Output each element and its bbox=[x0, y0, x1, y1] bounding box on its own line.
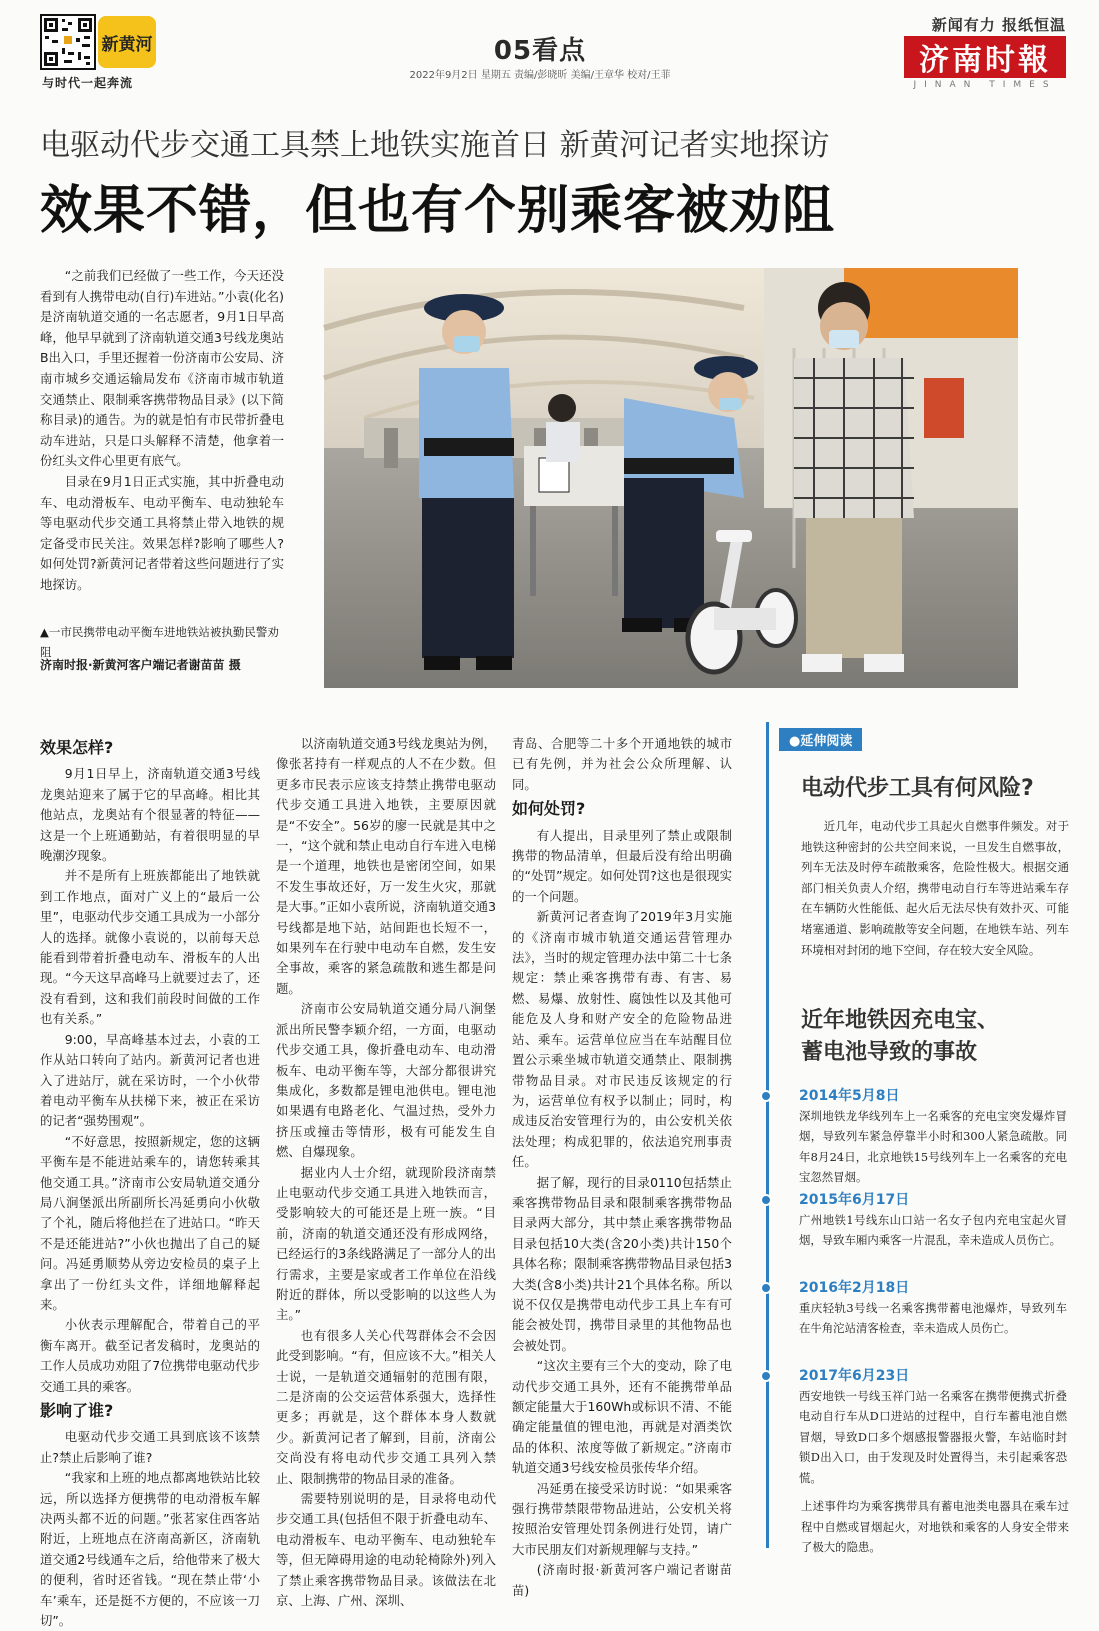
photo-illustration bbox=[324, 268, 1018, 688]
paragraph: 以济南轨道交通3号线龙奥站为例，像张茗持有一样观点的人不在少数。但更多市民表示应该支持禁止携带电驱动代步交通工具进入地铁，主要原因就是“不安全”。56岁的廖一民就是其中之一，“这个就和禁止电动自行车进入电梯是一个道理，地铁也是密闭空间，如果不发生事故还好，万一发生火灾，那就是大事。”正如小袁所说，济南轨道交通3号线都是地下站，站间距也长短不一，如果列车在行驶中电动车自燃，发生安全事故，乘客的紧急疏散和逃生都是问题。 bbox=[276, 736, 496, 996]
paragraph: 冯延勇在接受采访时说：“如果乘客强行携带禁限带物品进站，公安机关将按照治安管理处罚条例进行处罚，请广大市民朋友们对新规理解与支持。” bbox=[512, 1480, 732, 1557]
timeline-dot-icon bbox=[760, 1194, 772, 1206]
dateline: 2022年9月2日 星期五 责编/彭晓昕 美编/王章华 校对/王菲 bbox=[409, 70, 671, 81]
extended-reading-tag: ●延伸阅读 bbox=[779, 728, 862, 751]
paragraph: 据了解，现行的目录0110包括禁止乘客携带物品目录和限制乘客携带物品目录两大部分，其中禁止乘客携带物品目录包括10大类(含20小类)共计150个具体名称；限制乘客携带物品目录包括3大类(含8小类)共计21个具体名称。所以说不仅仅是携带电动代步工具上车有可能会被处罚，携带目录里的其他物品也会被处罚。 bbox=[512, 1174, 732, 1353]
event-text: 重庆轻轨3号线一名乘客携带蓄电池爆炸，导致列车在牛角沱站清客检查，幸未造成人员伤亡。 bbox=[799, 1301, 1067, 1336]
timeline-event bbox=[769, 1086, 1069, 1188]
event-text: 广州地铁1号线东山口站一名女子包内充电宝起火冒烟，导致车厢内乘客一片混乱，幸未造成人员伤亡。 bbox=[799, 1213, 1067, 1248]
paragraph: 9:00，早高峰基本过去，小袁的工作从站口转向了站内。新黄河记者也进入了进站厅，就在采访时，一个小伙带着电动平衡车从扶梯下来，被正在采访的记者“强势围观”。 bbox=[40, 1031, 260, 1129]
timeline-dot-icon bbox=[760, 1370, 772, 1382]
paper-name-en: JINAN TIMES bbox=[913, 80, 1057, 90]
paper-motto: 新闻有力 报纸恒温 bbox=[931, 16, 1066, 34]
paragraph: 小伙表示理解配合，带着自己的平衡车离开。截至记者发稿时，龙奥站的工作人员成功劝阻了7位携带电驱动代步交通工具的乘客。 bbox=[40, 1317, 260, 1394]
section-heading: 影响了谁? bbox=[40, 1401, 114, 1420]
lead-paragraph: “之前我们已经做了一些工作，今天还没看到有人携带电动(自行)车进站。”小袁(化名)是济南轨道交通的一名志愿者，9月1日早高峰，他早早就到了济南轨道交通3号线龙奥站B出入口，手里还握着一份济南市公安局、济南市城乡交通运输局发布《济南市城市轨道交通禁止、限制乘客携带物品目录》(以下简称目录)的通告。为的就是怕有市民带折叠电动车进站，只是口头解释不清楚，他拿着一份红头文件心里更有底气。 bbox=[40, 268, 284, 469]
sidebar-title-risk: 电动代步工具有何风险? bbox=[801, 776, 1034, 801]
event-date: 2015年6月17日 bbox=[799, 1192, 910, 1208]
timeline-event bbox=[769, 1190, 1069, 1251]
masthead bbox=[0, 0, 1080, 100]
photo-credit: 济南时报·新黄河客户端记者谢苗苗 摄 bbox=[40, 658, 241, 672]
lead-paragraph: 目录在9月1日正式实施，其中折叠电动车、电动滑板车、电动平衡车、电动独轮车等电驱动代步交通工具将禁止带入地铁的规定备受市民关注。效果怎样?影响了哪些人?如何处罚?新黄河记者带着这些问题进行了实地探访。 bbox=[40, 473, 284, 592]
photo-caption: ▲一市民携带电动平衡车进地铁站被执勤民警劝阻 bbox=[40, 625, 279, 659]
paragraph: 新黄河记者查询了2019年3月实施的《济南市城市轨道交通运营管理办法》，当时的规定管理办法中第二十七条规定：禁止乘客携带有毒、有害、易燃、易爆、放射性、腐蚀性以及其他可能危及人身和财产安全的危险物品进站、乘车。运营单位应当在车站醒目位置公示乘坐城市轨道交通禁止、限制携带物品目录。对市民违反该规定的行为，运营单位有权予以制止；同时，构成违反治安管理行为的，由公安机关依法处理；构成犯罪的，依法追究刑事责任。 bbox=[512, 909, 732, 1170]
timeline-dot-icon bbox=[760, 1090, 772, 1102]
event-text: 深圳地铁龙华线列车上一名乘客的充电宝突发爆炸冒烟，导致列车紧急停靠半小时和300人紧急疏散。同年8月24日，北京地铁15号线列车上一名乘客的充电宝忽然冒烟。 bbox=[799, 1109, 1067, 1185]
article-column-3 bbox=[512, 734, 732, 1601]
byline: (济南时报·新黄河客户端记者谢苗苗) bbox=[512, 1562, 732, 1598]
section-heading: 如何处罚? bbox=[512, 799, 586, 819]
event-text: 西安地铁一号线玉祥门站一名乘客在携带便携式折叠电动自行车从D口进站的过程中，自行车蓄电池自燃冒烟，导致D口多个烟感报警器报火警，车站临时封锁D出入口，由于发现及时处置得当，未引起乘客恐慌。 bbox=[799, 1389, 1067, 1485]
timeline-event bbox=[769, 1278, 1069, 1339]
sidebar-closing-text: 上述事件均为乘客携带具有蓄电池类电器具在乘车过程中自燃或冒烟起火，对地铁和乘客的人身安全带来了极大的隐患。 bbox=[801, 1499, 1069, 1555]
sidebar-extended-reading bbox=[766, 722, 1069, 1555]
article-kicker: 电驱动代步交通工具禁上地铁实施首日 新黄河记者实地探访 bbox=[40, 128, 830, 163]
event-date: 2017年6月23日 bbox=[799, 1368, 910, 1384]
paragraph: 并不是所有上班族都能出了地铁就到工作地点，面对广义上的“最后一公里”，电驱动代步交通工具成为一小部分人的选择。就像小袁说的，以前每天总能看到带着折叠电动车、滑板车的人出现。“今天这早高峰马上就要过去了，还没有看到，这和我们前段时间做的工作也有关系。” bbox=[40, 868, 260, 1027]
article-lead bbox=[40, 266, 284, 596]
article-column-2 bbox=[276, 734, 496, 1611]
paragraph: “这次主要有三个大的变动，除了电动代步交通工具外，还有不能携带单品额定能量大于160Wh或标识不清、不能确定能量值的锂电池，再就是对酒类饮品的体积、浓度等做了新规定。”济南市轨道交通3号线安检员张传华介绍。 bbox=[512, 1358, 732, 1476]
article-headline: 效果不错，但也有个别乘客被劝阻 bbox=[40, 181, 836, 241]
paragraph: “不好意思，按照新规定，您的这辆平衡车是不能进站乘车的，请您转乘其他交通工具。”济南市公安局轨道交通分局八涧堡派出所副所长冯延勇向小伙敬了个礼，随后将他拦在了进站口。“昨天不是还能进站?”小伙也抛出了自己的疑问。冯延勇顺势从旁边安检员的桌子上拿出了一份红头文件，详细地解释起来。 bbox=[40, 1133, 260, 1312]
paragraph: 有人提出，目录里列了禁止或限制携带的物品清单，但最后没有给出明确的“处罚”规定。如何处罚?这也是很现实的一个问题。 bbox=[512, 827, 732, 904]
article-column-1 bbox=[40, 734, 260, 1631]
section-heading: 效果怎样? bbox=[40, 738, 114, 757]
sidebar-title-accidents-line2: 蓄电池导致的事故 bbox=[801, 1040, 978, 1065]
paragraph: “我家和上班的地点都离地铁站比较远，所以选择方便携带的电动滑板车解决两头都不近的问题。”张茗家住西客站附近，上班地点在济南高新区，济南轨道交通2号线通车之后，给他带来了极大的便利，省时还省钱。“现在禁止带‘小车’乘车，还是挺不方便的，不应该一刀切”。 bbox=[40, 1470, 260, 1629]
paragraph: 9月1日早上，济南轨道交通3号线龙奥站迎来了属于它的早高峰。相比其他站点，龙奥站有个很显著的特征——这是一个上班通勤站，有着很明显的早晚潮汐现象。 bbox=[40, 766, 260, 864]
event-date: 2016年2月18日 bbox=[799, 1280, 910, 1296]
logo-text: 新黄河 bbox=[101, 34, 153, 55]
event-date: 2014年5月8日 bbox=[799, 1088, 900, 1104]
news-photo bbox=[324, 268, 1018, 688]
slogan: 与时代一起奔流 bbox=[42, 76, 134, 90]
paragraph: 据业内人士介绍，就现阶段济南禁止电驱动代步交通工具进入地铁而言，受影响较大的可能还是上班一族。“目前，济南的轨道交通还没有形成网络，已经运行的3条线路满足了一部分人的出行需求，主要是家或者工作单位在沿线附近的群体，所以受影响的以这些人为主。” bbox=[276, 1164, 496, 1323]
paragraph: 济南市公安局轨道交通分局八涧堡派出所民警李颖介绍，一方面，电驱动代步交通工具，像折叠电动车、电动滑板车、电动平衡车等，大部分都很讲究集成化，多数都是锂电池供电。锂电池如果遇有电路老化、气温过热，受外力挤压或撞击等情形，极有可能发生自燃、自爆现象。 bbox=[276, 1001, 496, 1160]
paragraph: 青岛、合肥等二十多个开通地铁的城市已有先例，并为社会公众所理解、认同。 bbox=[512, 736, 732, 792]
paper-name-logo: 济南时報 bbox=[904, 36, 1066, 78]
timeline-event bbox=[769, 1366, 1069, 1488]
sidebar-risk-text: 近几年，电动代步工具起火自燃事件频发。对于地铁这种密封的公共空间来说，一旦发生自燃事故，列车无法及时停车疏散乘客，危险性极大。根据交通部门相关负责人介绍，携带电动自行车等进站乘车存在车辆防火性能低、起火后无法尽快有效扑灭、可能堵塞通道、影响疏散等安全问题，在地铁车站、列车环境相对封闭的地下空间，存在较大安全风险。 bbox=[801, 819, 1069, 957]
page-number: 05看点 bbox=[493, 36, 587, 66]
paragraph: 需要特别说明的是，目录将电动代步交通工具(包括但不限于折叠电动车、电动滑板车、电动平衡车、电动独轮车等，但无障碍用途的电动轮椅除外)列入了禁止乘客携带物品目录。该做法在北京、上海、广州、深圳、 bbox=[276, 1491, 496, 1609]
sidebar-title-accidents-line1: 近年地铁因充电宝、 bbox=[801, 1008, 1000, 1033]
paragraph: 也有很多人关心代驾群体会不会因此受到影响。“有，但应该不大。”相关人士说，一是轨道交通辐射的范围有限，二是济南的公交运营体系强大，选择性更多；再就是，这个群体本身人数就少。新黄河记者了解到，目前，济南公交尚没有将电动代步交通工具列入禁止、限制携带的物品目录的准备。 bbox=[276, 1327, 496, 1486]
paragraph: 电驱动代步交通工具到底该不该禁止?禁止后影响了谁? bbox=[40, 1429, 260, 1465]
timeline-dot-icon bbox=[760, 1282, 772, 1294]
